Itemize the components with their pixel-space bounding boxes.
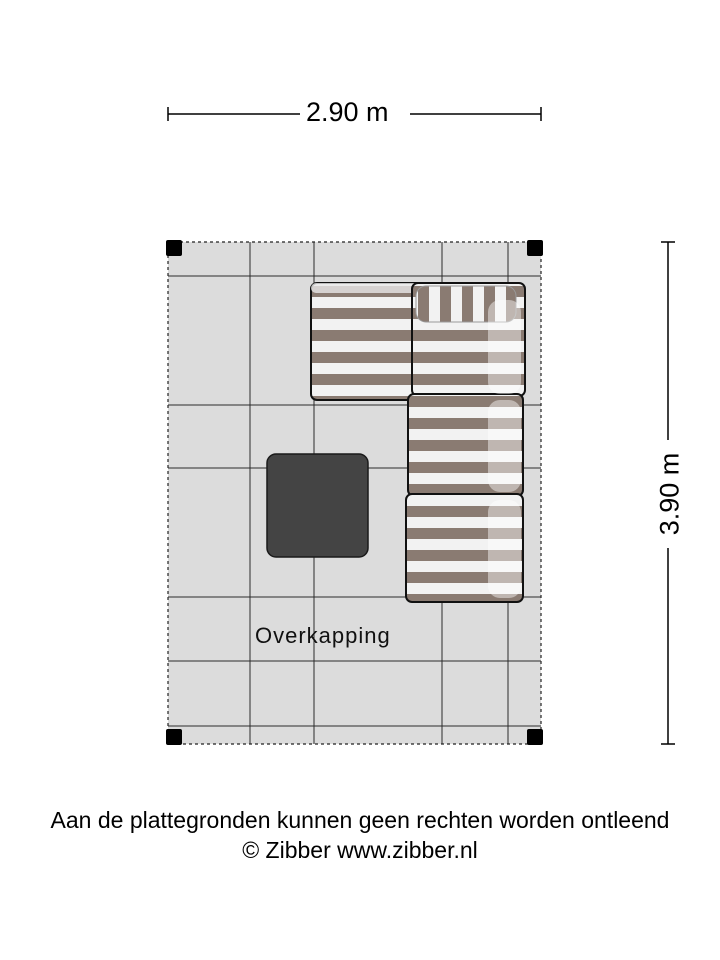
width-dimension-label: 2.90 m [300, 99, 395, 126]
post-bottom-right [527, 729, 543, 745]
post-top-left [166, 240, 182, 256]
coffee-table [267, 454, 368, 557]
room-label: Overkapping [255, 623, 391, 648]
copyright-text: © Zibber www.zibber.nl [242, 837, 478, 863]
disclaimer-text: Aan de plattegronden kunnen geen rechten worden ontleend [50, 807, 670, 833]
sofa-seat-left [311, 283, 423, 400]
height-dimension-label: 3.90 m [657, 447, 684, 542]
post-top-right [527, 240, 543, 256]
post-bottom-left [166, 729, 182, 745]
